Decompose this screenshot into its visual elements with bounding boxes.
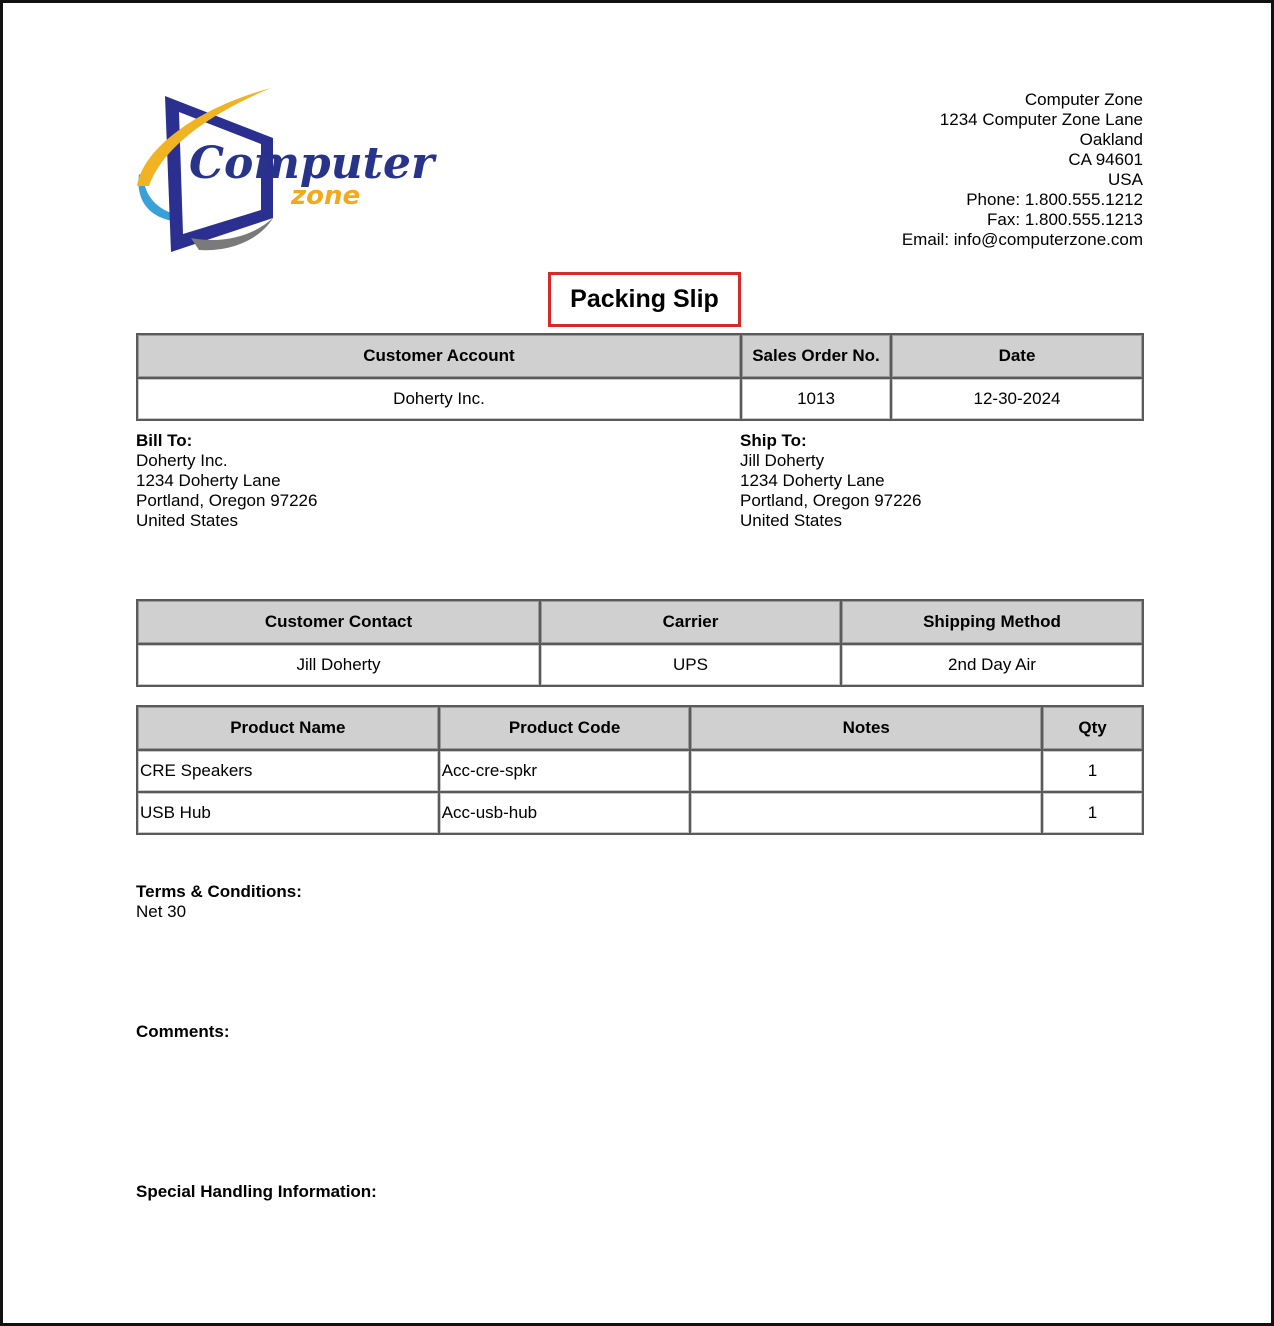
header-shipping-method: Shipping Method	[842, 601, 1142, 643]
shipping-table	[136, 599, 1144, 687]
products-table	[136, 705, 1144, 835]
customer-contact-value: Jill Doherty	[138, 645, 539, 685]
bill-to-line: United States	[136, 511, 239, 530]
company-fax: Fax: 1.800.555.1213	[987, 210, 1143, 229]
header-product-code: Product Code	[440, 707, 690, 749]
company-state-zip: CA 94601	[1068, 150, 1143, 169]
company-phone: Phone: 1.800.555.1212	[966, 190, 1143, 209]
product-name-cell: CRE Speakers	[138, 751, 438, 791]
product-name-cell: USB Hub	[138, 793, 438, 833]
company-info	[902, 90, 1143, 250]
table-row	[138, 645, 1142, 685]
ship-to-line: Portland, Oregon 97226	[740, 491, 922, 510]
bill-to-block	[136, 431, 317, 531]
qty-cell: 1	[1043, 751, 1142, 791]
product-code-cell: Acc-cre-spkr	[440, 751, 690, 791]
header-customer-account: Customer Account	[138, 335, 740, 377]
shipping-method-value: 2nd Day Air	[842, 645, 1142, 685]
special-handling-label: Special Handling Information:	[136, 1182, 377, 1201]
bill-to-heading: Bill To:	[136, 431, 193, 450]
sales-order-no-value: 1013	[742, 379, 890, 419]
qty-cell: 1	[1043, 793, 1142, 833]
ship-to-block	[740, 431, 921, 531]
terms-label: Terms & Conditions:	[136, 882, 302, 901]
header-qty: Qty	[1043, 707, 1142, 749]
company-city: Oakland	[1079, 130, 1143, 149]
header-product-name: Product Name	[138, 707, 438, 749]
notes-cell	[691, 793, 1041, 833]
logo-word-zone: zone	[291, 181, 361, 211]
header-date: Date	[892, 335, 1142, 377]
order-table	[136, 333, 1144, 421]
product-code-cell: Acc-usb-hub	[440, 793, 690, 833]
comments-label: Comments:	[136, 1022, 230, 1041]
table-row	[138, 379, 1142, 419]
document-title	[548, 272, 741, 327]
header-sales-order-no: Sales Order No.	[742, 335, 890, 377]
bill-to-line: Portland, Oregon 97226	[136, 491, 318, 510]
ship-to-line: 1234 Doherty Lane	[740, 471, 885, 490]
header-customer-contact: Customer Contact	[138, 601, 539, 643]
bill-to-line: 1234 Doherty Lane	[136, 471, 281, 490]
ship-to-line: United States	[740, 511, 843, 530]
date-value: 12-30-2024	[892, 379, 1142, 419]
header-carrier: Carrier	[541, 601, 840, 643]
carrier-value: UPS	[541, 645, 840, 685]
company-name: Computer Zone	[1024, 90, 1143, 109]
company-street: 1234 Computer Zone Lane	[939, 110, 1143, 129]
ship-to-heading: Ship To:	[740, 431, 807, 450]
document-title-text: Packing Slip	[570, 285, 719, 313]
table-row	[138, 793, 1142, 833]
table-row	[138, 751, 1142, 791]
terms-value: Net 30	[136, 902, 187, 921]
notes-cell	[691, 751, 1041, 791]
company-email: Email: info@computerzone.com	[901, 230, 1143, 249]
company-logo	[133, 86, 435, 258]
ship-to-line: Jill Doherty	[740, 451, 825, 470]
logo-word-computer: Computer	[189, 138, 435, 189]
bill-to-line: Doherty Inc.	[136, 451, 228, 470]
header-notes: Notes	[691, 707, 1041, 749]
company-country: USA	[1108, 170, 1143, 189]
customer-account-value: Doherty Inc.	[138, 379, 740, 419]
